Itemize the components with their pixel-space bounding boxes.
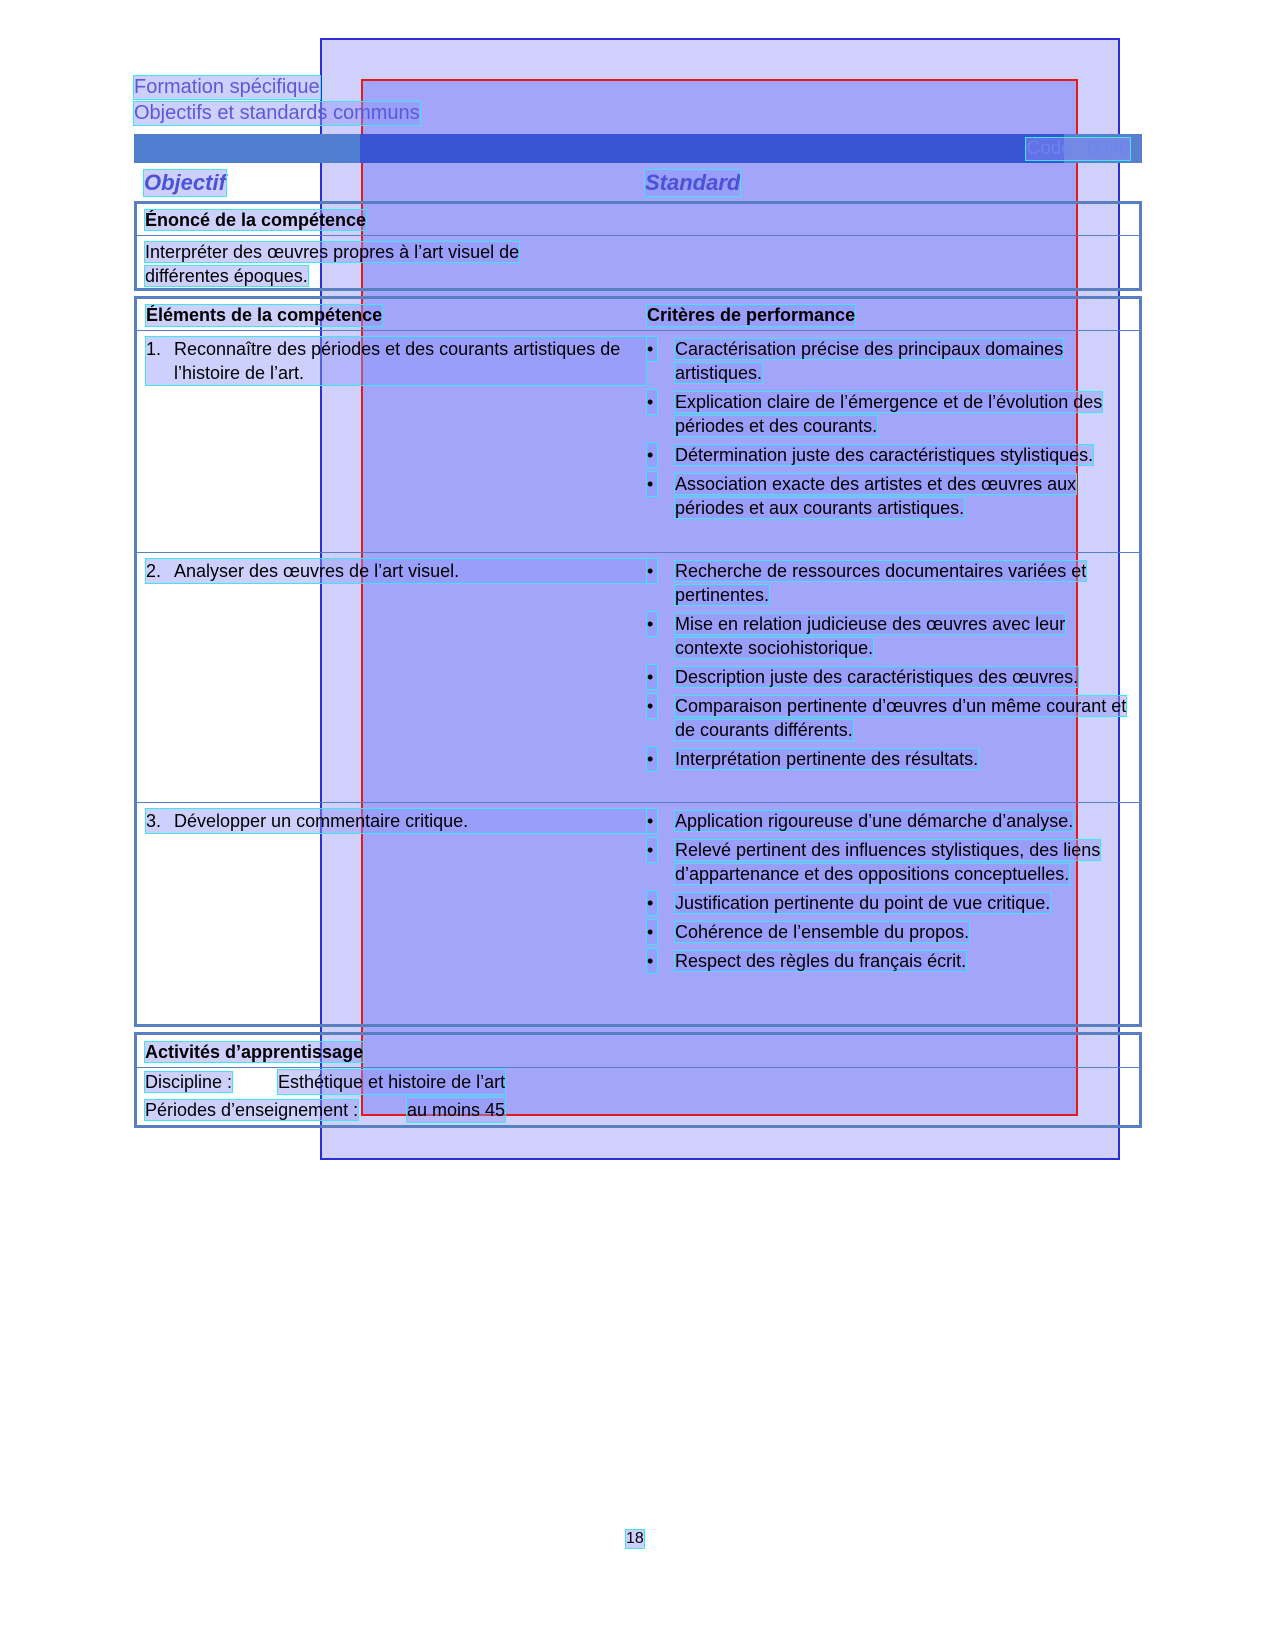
bullet-icon: • <box>647 949 657 973</box>
enonce-text-line2: différentes époques. <box>145 266 308 286</box>
bullet-icon: • <box>647 472 657 496</box>
bullet-icon: • <box>647 665 657 689</box>
criterion: • Cohérence de l’ensemble du propos. <box>647 922 970 942</box>
activites-heading: Activités d’apprentissage <box>145 1042 364 1062</box>
periodes-value: au moins 45 <box>407 1100 506 1120</box>
header-formation: Formation spécifique <box>134 76 320 98</box>
element-label: Reconnaître des périodes et des courants artistiques de l’histoire de l’art. <box>146 337 646 385</box>
criterion: • Interprétation pertinente des résultats. <box>647 749 979 769</box>
column-headings <box>134 170 1142 196</box>
elements-heading: Éléments de la compétence <box>146 305 383 325</box>
bullet-icon: • <box>647 443 657 467</box>
criterion: • Mise en relation judicieuse des œuvres avec leur contexte sociohistorique. <box>647 614 1066 658</box>
bullet-icon: • <box>647 694 657 718</box>
element-label: Analyser des œuvres de l’art visuel. <box>146 559 646 583</box>
enonce-heading-row <box>137 204 1139 235</box>
element-number: 2. <box>146 561 162 581</box>
activites-heading-row <box>137 1035 1139 1067</box>
criterion: • Détermination juste des caractéristiques stylistiques. <box>647 445 1094 465</box>
bullet-icon: • <box>647 920 657 944</box>
bullet-icon: • <box>647 390 657 414</box>
bullet-icon: • <box>647 559 657 583</box>
criterion: • Explication claire de l’émergence et de l’évolution des périodes et des courants. <box>647 392 1103 436</box>
criteria-heading: Critères de performance <box>647 305 856 325</box>
activites-box <box>134 1032 1142 1128</box>
criterion: • Caractérisation précise des principaux domaines artistiques. <box>647 339 1064 383</box>
enonce-box <box>134 201 1142 291</box>
element-row-3 <box>137 802 1139 1024</box>
course-code: Code : 0546 <box>1026 138 1130 159</box>
objectif-heading: Objectif <box>144 170 226 195</box>
criterion: • Relevé pertinent des influences stylistiques, des liens d’appartenance et des oppositions conceptuelles. <box>647 840 1101 884</box>
bullet-icon: • <box>647 891 657 915</box>
header-objectifs: Objectifs et standards communs <box>134 102 420 124</box>
code-bar <box>134 134 1142 163</box>
elements-heading-row <box>137 299 1139 330</box>
element-row-2 <box>137 552 1139 802</box>
bullet-icon: • <box>647 337 657 361</box>
bullet-icon: • <box>647 809 657 833</box>
element-1 <box>146 337 646 385</box>
enonce-heading: Énoncé de la compétence <box>145 210 367 230</box>
enonce-text-line1: Interpréter des œuvres propres à l’art visuel de <box>145 242 520 262</box>
bullet-icon: • <box>647 838 657 862</box>
activites-details-row <box>137 1067 1139 1125</box>
discipline-label: Discipline : <box>145 1072 233 1092</box>
element-number: 3. <box>146 811 162 831</box>
page-number: 18 <box>626 1530 644 1547</box>
bullet-icon: • <box>647 612 657 636</box>
criterion: • Application rigoureuse d’une démarche d’analyse. <box>647 811 1074 831</box>
criterion: • Description juste des caractéristiques des œuvres. <box>647 667 1079 687</box>
element-label: Développer un commentaire critique. <box>146 809 646 833</box>
element-2 <box>146 559 646 583</box>
periodes-label: Périodes d’enseignement : <box>145 1100 359 1120</box>
elements-box <box>134 296 1142 1027</box>
bullet-icon: • <box>647 747 657 771</box>
criteria-list-3 <box>647 809 1127 978</box>
criterion: • Recherche de ressources documentaires variées et pertinentes. <box>647 561 1087 605</box>
element-number: 1. <box>146 339 162 359</box>
standard-heading: Standard <box>645 170 741 195</box>
criterion: • Justification pertinente du point de vue critique. <box>647 893 1051 913</box>
criteria-list-2 <box>647 559 1127 776</box>
criterion: • Comparaison pertinente d’œuvres d’un même courant et de courants différents. <box>647 696 1127 740</box>
criterion: • Respect des règles du français écrit. <box>647 951 967 971</box>
enonce-text-row <box>137 235 1139 288</box>
discipline-value: Esthétique et histoire de l’art <box>278 1072 506 1092</box>
element-row-1 <box>137 330 1139 552</box>
criteria-list-1 <box>647 337 1127 525</box>
criterion: • Association exacte des artistes et des œuvres aux périodes et aux courants artistiques. <box>647 474 1077 518</box>
element-3 <box>146 809 646 833</box>
